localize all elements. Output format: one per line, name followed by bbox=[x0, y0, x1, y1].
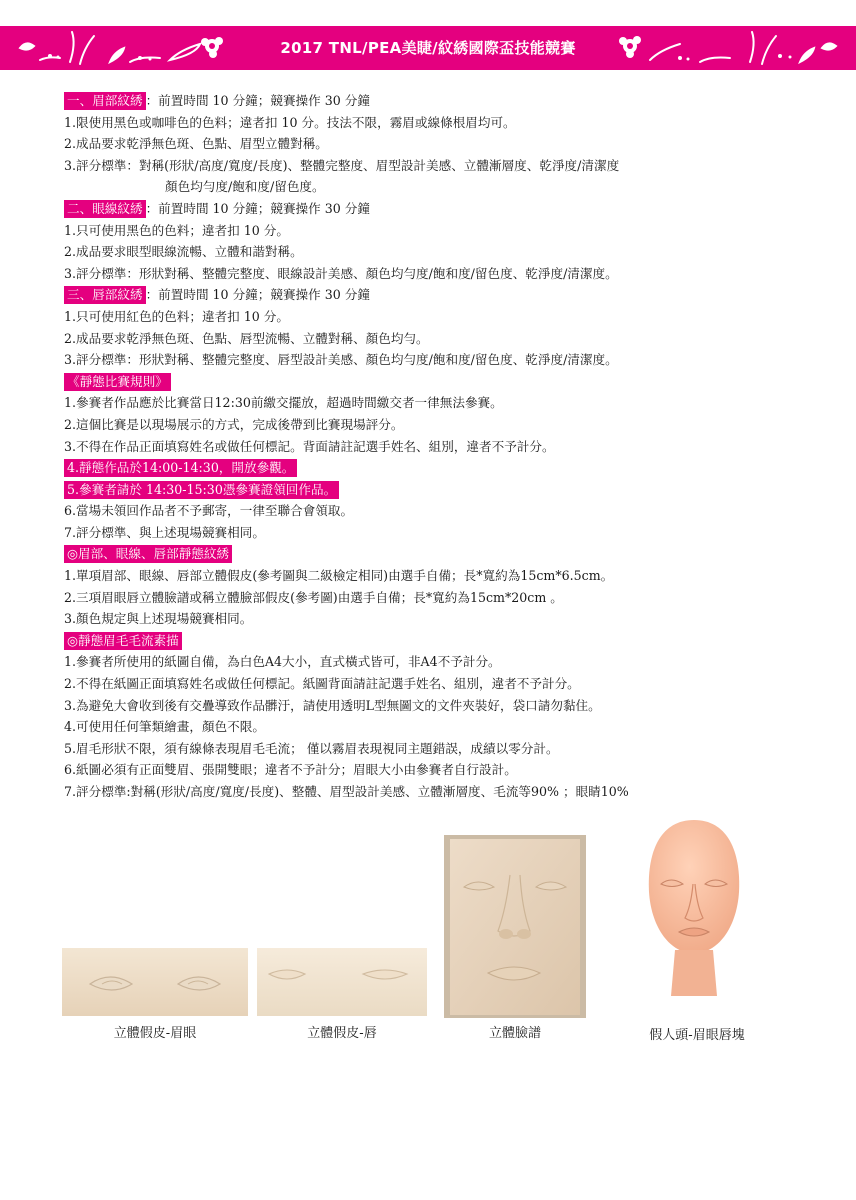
eyeliner-heading bbox=[64, 198, 824, 220]
list-item: 7.評分標準、與上述現場競賽相同。 bbox=[64, 524, 265, 540]
list-item: 3.評分標準：對稱(形狀/高度/寬度/長度)、整體完整度、眉型設計美感、立體漸層度、乾淨度/清潔度 bbox=[64, 157, 620, 173]
sketch-tag: ◎靜態眉毛毛流素描 bbox=[64, 632, 182, 650]
list-item: 4.可使用任何筆類繪畫，顏色不限。 bbox=[64, 719, 265, 735]
list-item: 3.不得在作品正面填寫姓名或做任何標記。背面請註記選手姓名、組別，違者不予計分。 bbox=[64, 438, 555, 454]
list-item: 6.紙圖必須有正面雙眉、張開雙眼；違者不予計分；眉眼大小由參賽者自行設計。 bbox=[64, 762, 517, 778]
list-item: 1.參賽者作品應於比賽當日12:30前繳交擺放，超過時間繳交者一律無法參賽。 bbox=[64, 395, 503, 411]
practice-skin-eye-photo bbox=[62, 948, 248, 1016]
lip-intro: ：前置時間 10 分鐘；競賽操作 30 分鐘 bbox=[145, 287, 370, 303]
list-item: 2.不得在紙圖正面填寫姓名或做任何標記。紙圖背面請註記選手姓名、組別，違者不予計分。 bbox=[64, 676, 580, 692]
list-item: 2.成品要求眼型眼線流暢、立體和諧對稱。 bbox=[64, 244, 303, 260]
3d-face-skin-photo bbox=[444, 835, 586, 1018]
static-tattoo-heading bbox=[64, 543, 824, 565]
brow-intro: ：前置時間 10 分鐘；競賽操作 30 分鐘 bbox=[145, 93, 370, 108]
eyeliner-tag: 二、眼線紋綉 bbox=[64, 200, 146, 218]
list-item: 1.只可使用黑色的色料；違者扣 10 分。 bbox=[64, 222, 289, 238]
highlighted-item bbox=[64, 457, 824, 479]
list-item: 3.為避免大會收到後有交疊導致作品髒汙，請使用透明L型無圖文的文件夾裝好，袋口請勿黏住。 bbox=[64, 697, 601, 713]
list-item: 3.顏色規定與上述現場競賽相同。 bbox=[64, 611, 253, 627]
list-item: 1.單項眉部、眼線、唇部立體假皮(參考圖與二級檢定相同)由選手自備；長*寬約為15cm*6.5cm。 bbox=[64, 568, 614, 584]
list-item: 1.只可使用紅色的色料；違者扣 10 分。 bbox=[64, 308, 289, 324]
list-item: 1.參賽者所使用的紙圖自備，為白色A4大小，直式橫式皆可，非A4不予計分。 bbox=[64, 654, 501, 670]
caption-eye-skin: 立體假皮-眉眼 bbox=[113, 1026, 197, 1041]
lip-heading bbox=[64, 284, 824, 306]
list-item: 6.當場未領回作品者不予郵寄，一律至聯合會領取。 bbox=[64, 503, 354, 519]
caption-face-skin: 立體臉譜 bbox=[488, 1026, 541, 1041]
list-item: 5.眉毛形狀不限，須有線條表現眉毛毛流； 僅以霧眉表現視同主題錯誤，成績以零分計。 bbox=[64, 740, 559, 756]
practice-skin-lip-photo bbox=[257, 948, 427, 1016]
pickup-time-highlight: 5.參賽者請於 14:30-15:30憑參賽證領回作品。 bbox=[64, 481, 339, 499]
list-item-continuation: 顏色均勻度/飽和度/留色度。 bbox=[165, 179, 325, 195]
sketch-heading bbox=[64, 630, 824, 652]
list-item: 2.三項眉眼唇立體臉譜或稱立體臉部假皮(參考圖)由選手自備；長*寬約為15cm*20cm 。 bbox=[64, 589, 563, 605]
lip-tag: 三、唇部紋綉 bbox=[64, 286, 146, 304]
list-item: 2.成品要求乾淨無色斑、色點、唇型流暢、立體對稱、顏色均勻。 bbox=[64, 330, 429, 346]
static-tattoo-tag: ◎眉部、眼線、唇部靜態紋綉 bbox=[64, 545, 232, 563]
list-item: 3.評分標準：形狀對稱、整體完整度、唇型設計美感、顏色均勻度/飽和度/留色度、乾淨度/清潔度。 bbox=[64, 352, 618, 368]
static-rules-heading bbox=[64, 371, 824, 393]
eyeliner-intro: ：前置時間 10 分鐘；競賽操作 30 分鐘 bbox=[145, 200, 370, 216]
highlighted-item bbox=[64, 479, 824, 501]
viewing-time-highlight: 4.靜態作品於14:00-14:30，開放參觀。 bbox=[64, 459, 297, 477]
brow-heading bbox=[64, 90, 824, 112]
header-title: 2017 TNL/PEA美睫/紋綉國際盃技能競賽 bbox=[280, 39, 576, 57]
list-item: 2.成品要求乾淨無色斑、色點、眉型立體對稱。 bbox=[64, 136, 328, 152]
header-band bbox=[0, 26, 856, 70]
brow-tag: 一、眉部紋綉 bbox=[64, 92, 146, 110]
list-item: 2.這個比賽是以現場展示的方式，完成後帶到比賽現場評分。 bbox=[64, 416, 404, 432]
rules-content bbox=[64, 90, 824, 803]
static-rules-tag: 《靜態比賽規則》 bbox=[64, 373, 171, 391]
caption-lip-skin: 立體假皮-唇 bbox=[307, 1026, 377, 1041]
mannequin-head-photo bbox=[637, 814, 751, 1004]
list-item: 7.評分標準:對稱(形狀/高度/寬度/長度)、整體、眉型設計美感、立體漸層度、毛流等90% ；眼睛10% bbox=[64, 784, 629, 799]
list-item: 3.評分標準：形狀對稱、整體完整度、眼線設計美感、顏色均勻度/飽和度/留色度、乾淨度/清潔度。 bbox=[64, 265, 618, 281]
caption-mannequin-head: 假人頭-眉眼唇塊 bbox=[649, 1028, 745, 1043]
list-item: 1.限使用黑色或咖啡色的色料；違者扣 10 分。技法不限，霧眉或線條根眉均可。 bbox=[64, 114, 516, 130]
